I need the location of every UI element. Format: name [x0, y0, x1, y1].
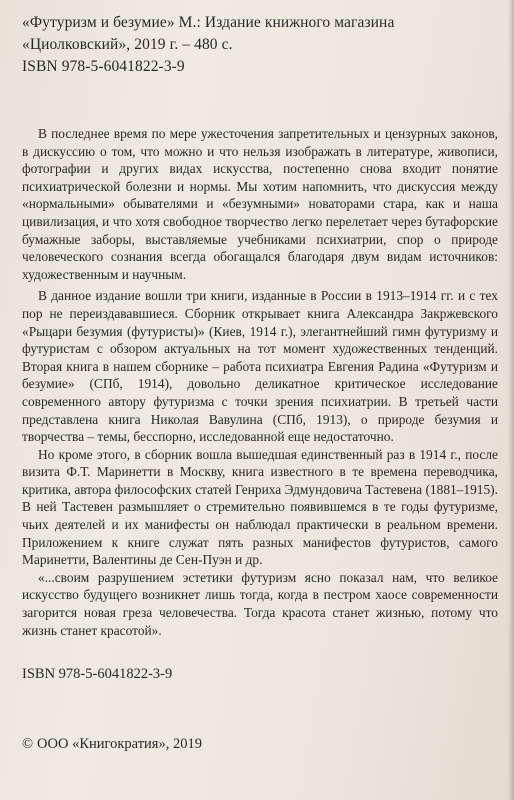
paragraph-tasteven: Но кроме этого, в сборник вошла вышедшая единственный раз в 1914 г., после визита Ф.Т. Маринетти в Москву, книга известного в те времена переводчика, критика, автора философских статей Генриха Эдмундовича Тастевена (1881–1915). В ней Тастевен размышляет о стремительно появившемся в те годы футуризме, чьих деятелей и их манифесты он наблюдал практически в реальном времени. Приложением к книге служат пять разных манифестов футуристов, самого Маринетти, Валентины де Сен-Пуэн и др. [22, 446, 498, 568]
copyright-symbol: © [22, 736, 34, 752]
page-edge-shadow [508, 0, 514, 800]
copyright-text: ООО «Книгократия», 2019 [37, 736, 202, 752]
publisher-line: «Циолковский», 2019 г. – 480 с. [22, 36, 233, 53]
title-line: «Футуризм и безумие» М.: Издание книжного магазина [22, 14, 395, 31]
bibliographic-header [22, 12, 492, 78]
copyright-line [22, 736, 202, 753]
header-isbn: ISBN 978-5-6041822-3-9 [22, 58, 185, 75]
paragraph-intro: В последнее время по мере ужесточения запретительных и цензурных законов, в дискуссию о том, что можно и что нельзя изображать в литературе, живописи, фотографии и других видах искусства, постепенно снова входит понятие психиатрической болезни и нормы. Мы хотим напомнить, что дискуссия между «нормальными» обывателями и «безумными» новаторами стара, как и наша цивилизация, и что хотя свободное творчество легко перелетает через бутафорские бумажные заборы, выставляемые учебниками психиатрии, спор о природе человеческого сознания всегда обогащался благодаря двум видам источников: художественным и научным. [22, 126, 498, 282]
annotation-text [22, 125, 498, 639]
paragraph-contents: В данное издание вошли три книги, изданные в России в 1913–1914 гг. и с тех пор не переиздававшиеся. Сборник открывает книга Александра Закржевского «Рыцари безумия (футуристы)» (Киев, 1914 г.), элегантнейший гимн футуризму и футуристам с обзором актуальных на тот момент художественных тенденций. Вторая книга в нашем сборнике – работа психиатра Евгения Радина «Футуризм и безумие» (СПб, 1914), довольно деликатное критическое исследование современного автору футуризма с точки зрения психиатрии. В третьей части представлена книга Николая Вавулина (СПб, 1913), о природе безумия и творчества – темы, бесспорно, исследованной еще недостаточно. [22, 288, 498, 445]
paragraph-quote: «...своим разрушением эстетики футуризм ясно показал нам, что великое искусство будущего возникнет лишь тогда, когда в пестром хаосе современности загорится новая греза человечества. Тогда красота станет жизнью, потому что жизнь станет красотой». [22, 569, 498, 638]
footer-isbn: ISBN 978-5-6041822-3-9 [22, 666, 173, 682]
